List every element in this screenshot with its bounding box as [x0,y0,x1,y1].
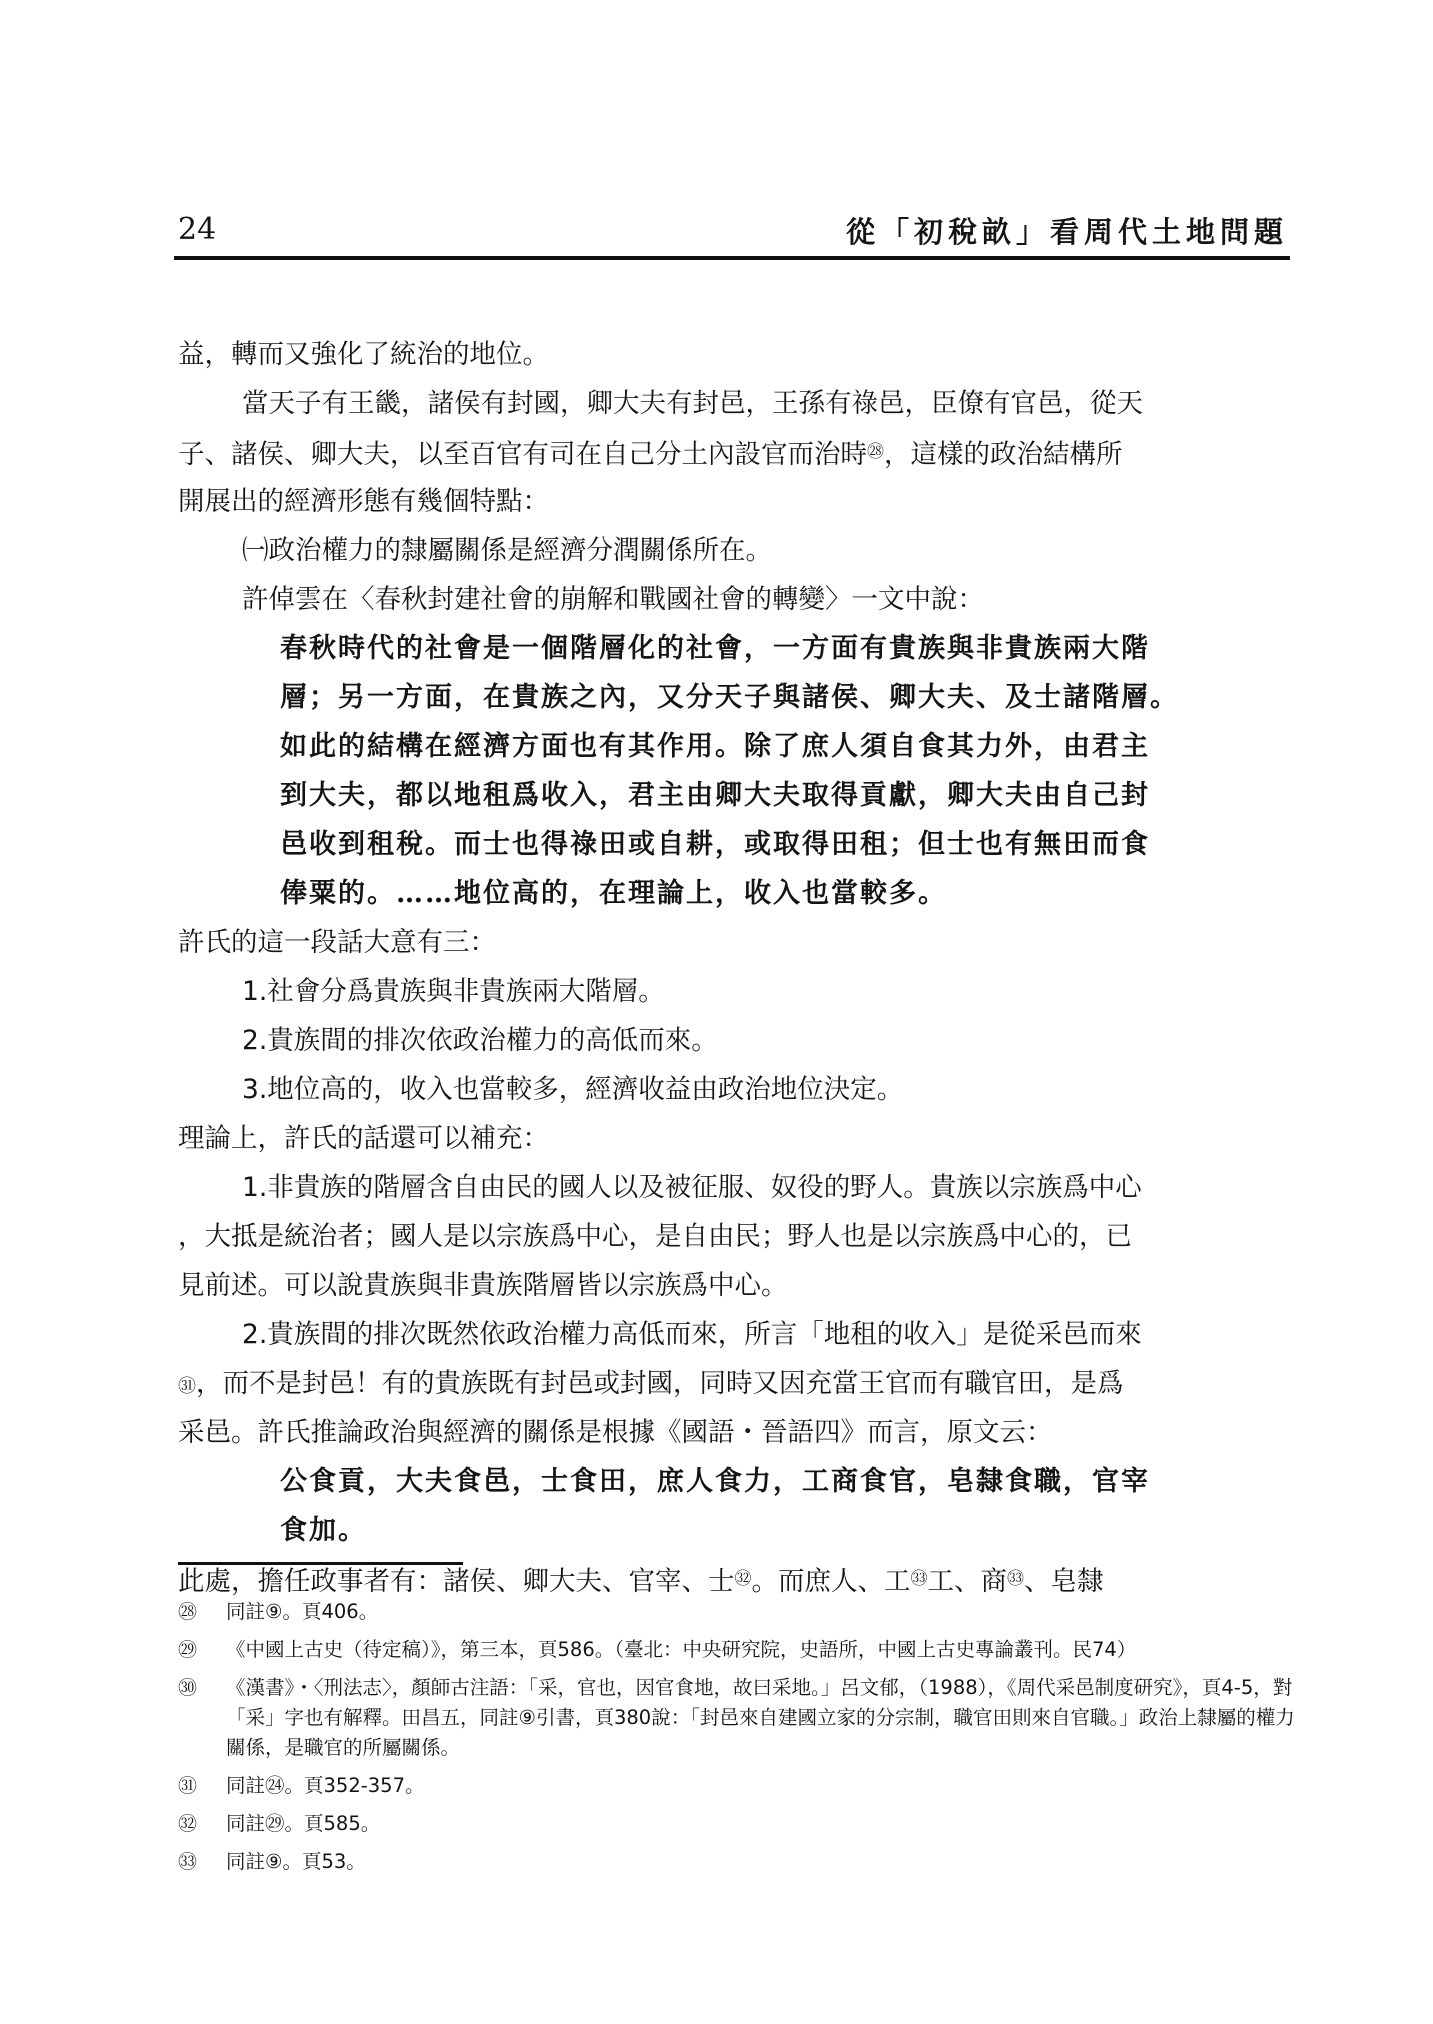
footnote [178,1771,1308,1801]
text-run: 。而庶人、工 [751,1566,911,1597]
text-run: 子、諸侯、卿大夫，以至百官有司在自己分土內設官而治時 [178,439,867,470]
footnote-ref[interactable]: ㉝ [1007,1569,1024,1589]
footnote-text: 《中國上古史（待定稿）》，第三本，頁586。（臺北：中央研究院，史語所，中國上古史專論叢刊。民74） [226,1638,1137,1661]
paragraph-line: 2.貴族間的排次既然依政治權力高低而來，所言「地租的收入」是從采邑而來 [242,1319,1142,1350]
footnote-text: 《漢書》・〈刑法志〉，顏師古注語：「采，官也，因官食地，故曰采地。」呂文郁，（1988），《周代采邑制度研究》，頁4-5，對「采」字也有解釋。田昌五，同註⑨引書，頁380說：「封邑來自建國立家的分宗制，職官田則來自官職。」政治上隸屬的權力關係，是職官的所屬關係。 [226,1676,1295,1759]
footnote-ref[interactable]: ㉘ [867,442,884,462]
paragraph-line [178,1359,1298,1408]
paragraph-line: 許倬雲在〈春秋封建社會的崩解和戰國社會的轉變〉一文中說： [242,584,984,615]
quote-line: 到大夫，都以地租爲收入，君主由卿大夫取得貢獻，卿大夫由自己封 [280,780,1150,811]
footnote-ref[interactable]: ㉜ [734,1569,752,1589]
footnote-mark: ㉘ [178,1601,198,1623]
quote-line: 公食貢，大夫食邑，士食田，庶人食力，工商食官，皂隸食職，官宰 [280,1466,1150,1497]
paragraph-line [178,428,1298,477]
text-run: 工、商 [927,1566,1007,1597]
header-rule [174,256,1290,260]
paragraph-line: 1.非貴族的階層含自由民的國人以及被征服、奴役的野人。貴族以宗族爲中心 [242,1172,1142,1203]
footnote-text: 同註⑨。頁53。 [226,1850,366,1873]
footnote-mark: ㉙ [178,1639,198,1661]
quote-line: 春秋時代的社會是一個階層化的社會，一方面有貴族與非貴族兩大階 [280,633,1150,664]
body-text [178,330,1298,1604]
paragraph-line: 開展出的經濟形態有幾個特點： [178,486,549,517]
paragraph-line: ，大抵是統治者；國人是以宗族爲中心，是自由民；野人也是以宗族爲中心的，已 [178,1221,1132,1252]
quote-line: 食加。 [280,1515,367,1546]
footnote-rule [178,1562,463,1565]
footnote-text: 同註㉙。頁585。 [226,1812,381,1835]
paragraph-line: 當天子有王畿，諸侯有封國，卿大夫有封邑，王孫有祿邑，臣僚有官邑，從天 [242,388,1143,419]
footnote-ref[interactable]: ㉝ [910,1569,928,1589]
section-point: ㈠政治權力的隸屬關係是經濟分潤關係所在。 [242,535,772,566]
page-number: 24 [178,212,217,247]
footnote-mark: ㉛ [178,1775,198,1797]
text-run: ，而不是封邑！有的貴族既有封邑或封國，同時又因充當王官而有職官田，是爲 [196,1368,1124,1399]
footnote [178,1809,1308,1839]
block-quote [178,624,1298,918]
footnote [178,1635,1308,1665]
footnote-mark: ㉝ [178,1851,198,1873]
paragraph-line: 見前述。可以說貴族與非貴族階層皆以宗族爲中心。 [178,1270,788,1301]
footnote-mark: ㉚ [178,1677,198,1699]
text-run: ，這樣的政治結構所 [884,439,1123,470]
list-item: 2.貴族間的排次依政治權力的高低而來。 [242,1025,718,1056]
text-run: 、皂隸 [1024,1566,1104,1597]
footnote-ref[interactable]: ㉛ [178,1376,196,1397]
footnote-text: 同註⑨。頁406。 [226,1600,379,1623]
footnote [178,1847,1308,1877]
footnote-text: 同註㉔。頁352-357。 [226,1774,425,1797]
text-run: 此處，擔任政事者有：諸侯、卿大夫、官宰、士 [178,1566,735,1597]
quote-line: 邑收到租稅。而士也得祿田或自耕，或取得田租；但士也有無田而食 [280,829,1150,860]
quote-line: 俸粟的。……地位高的，在理論上，收入也當較多。 [280,878,947,909]
list-item: 1.社會分爲貴族與非貴族兩大階層。 [242,976,665,1007]
paragraph-line: 益，轉而又強化了統治的地位。 [178,339,549,370]
page-header [178,208,1288,258]
footnote-mark: ㉜ [178,1813,198,1835]
paragraph-line: 許氏的這一段話大意有三： [178,927,496,958]
paragraph-line: 理論上，許氏的話還可以補充： [178,1123,549,1154]
list-item: 3.地位高的，收入也當較多，經濟收益由政治地位決定。 [242,1074,904,1105]
quote-line: 層；另一方面，在貴族之內，又分天子與諸侯、卿大夫、及士諸階層。 [280,682,1179,713]
running-title: 從「初稅畝」看周代土地問題 [845,215,1288,249]
quote-line: 如此的結構在經濟方面也有其作用。除了庶人須自食其力外，由君主 [280,731,1150,762]
footnote [178,1597,1308,1627]
paragraph-line: 采邑。許氏推論政治與經濟的關係是根據《國語・晉語四》而言，原文云： [178,1417,1053,1448]
block-quote [178,1457,1298,1555]
footnote [178,1673,1308,1763]
footnotes [178,1597,1308,1877]
